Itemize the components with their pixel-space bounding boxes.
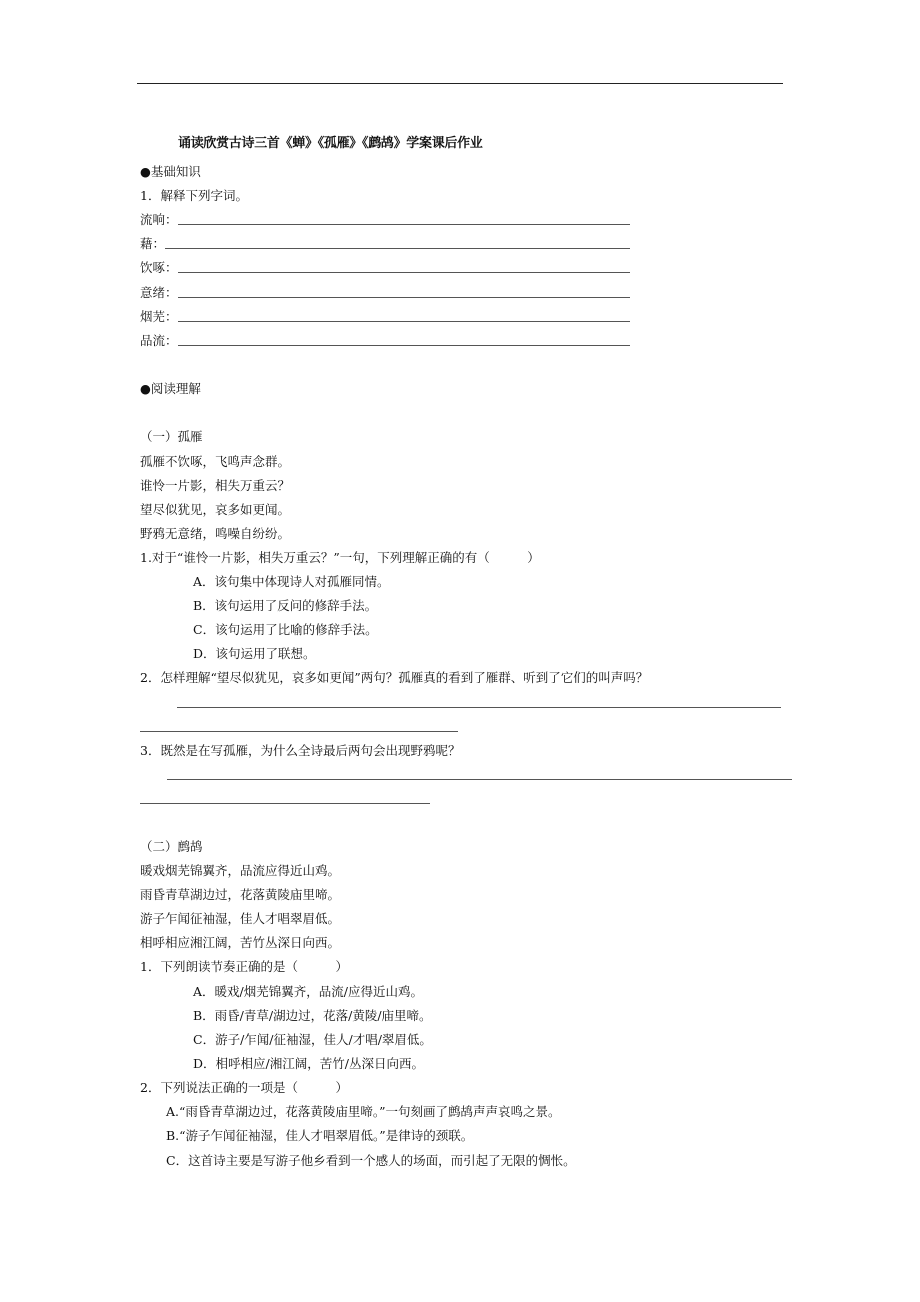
guyan-poem-line: 望尽似犹见，哀多如更闻。: [140, 502, 291, 517]
zhegu-q1-option-d[interactable]: D．相呼相应/湘江阔，苦竹/丛深日向西。: [193, 1056, 424, 1071]
answer-blank[interactable]: [178, 320, 630, 322]
header-rule: [137, 83, 783, 84]
answer-line[interactable]: [177, 707, 781, 708]
guyan-question-1: 1.对于“谁怜一片影，相失万重云？”一句，下列理解正确的有（ ）: [140, 550, 540, 565]
zhegu-q1-option-a[interactable]: A．暖戏/烟芜锦翼齐，品流/应得近山鸡。: [193, 984, 423, 999]
word-row-liuxiang[interactable]: [140, 212, 630, 228]
zhegu-question-1: 1．下列朗读节奏正确的是（ ）: [140, 959, 348, 974]
zhegu-q2-option-a[interactable]: A.“雨昏青草湖边过，花落黄陵庙里啼。”一句刻画了鹧鸪声声哀鸣之景。: [166, 1104, 561, 1119]
word-row-pinliu[interactable]: [140, 333, 630, 349]
answer-blank[interactable]: [178, 296, 630, 298]
guyan-question-2: 2．怎样理解“望尽似犹见，哀多如更闻”两句？孤雁真的看到了雁群、听到了它们的叫声吗？: [140, 670, 649, 685]
answer-line[interactable]: [167, 779, 792, 780]
word-label: 烟芜：: [140, 309, 178, 324]
zhegu-q2-option-c[interactable]: C．这首诗主要是写游子他乡看到一个感人的场面，而引起了无限的惆怅。: [166, 1153, 576, 1168]
word-row-jie[interactable]: [140, 236, 630, 252]
answer-blank[interactable]: [178, 344, 630, 346]
answer-blank[interactable]: [178, 271, 630, 273]
word-row-yinzhuo[interactable]: [140, 260, 630, 276]
zhegu-q1-option-b[interactable]: B．雨昏/青草/湖边过，花落/黄陵/庙里啼。: [193, 1008, 432, 1023]
word-label: 饮啄：: [140, 260, 178, 275]
word-row-yixu[interactable]: [140, 285, 630, 301]
guyan-q1-option-d[interactable]: D．该句运用了联想。: [193, 646, 316, 661]
guyan-heading: （一）孤雁: [140, 429, 203, 444]
guyan-question-3: 3．既然是在写孤雁，为什么全诗最后两句会出现野鸦呢？: [140, 743, 461, 758]
document-title: 诵读欣赏古诗三首《蝉》《孤雁》《鹧鸪》学案课后作业: [178, 136, 483, 151]
zhegu-poem-line: 游子乍闻征袖湿，佳人才唱翠眉低。: [140, 911, 341, 926]
zhegu-question-2: 2．下列说法正确的一项是（ ）: [140, 1080, 348, 1095]
basics-question-1: 1．解释下列字词。: [140, 188, 248, 203]
zhegu-q2-option-b[interactable]: B.“游子乍闻征袖湿，佳人才唱翠眉低。”是律诗的颈联。: [166, 1128, 474, 1143]
guyan-q1-option-c[interactable]: C．该句运用了比喻的修辞手法。: [193, 622, 378, 637]
answer-line[interactable]: [140, 731, 458, 732]
guyan-poem-line: 孤雁不饮啄，飞鸣声念群。: [140, 454, 291, 469]
word-label: 意绪：: [140, 285, 178, 300]
basics-heading: ●基础知识: [140, 164, 201, 179]
answer-blank[interactable]: [178, 223, 630, 225]
guyan-poem-line: 谁怜一片影，相失万重云？: [140, 478, 291, 493]
zhegu-heading: （二）鹧鸪: [140, 839, 203, 854]
guyan-q1-option-a[interactable]: A．该句集中体现诗人对孤雁同情。: [193, 574, 390, 589]
answer-blank[interactable]: [165, 247, 630, 249]
word-label: 藉：: [140, 236, 166, 251]
zhegu-poem-line: 暖戏烟芜锦翼齐，品流应得近山鸡。: [140, 863, 341, 878]
zhegu-poem-line: 雨昏青草湖边过，花落黄陵庙里啼。: [140, 887, 341, 902]
answer-line[interactable]: [140, 803, 430, 804]
word-label: 品流：: [140, 333, 178, 348]
reading-heading: ●阅读理解: [140, 381, 201, 396]
zhegu-q1-option-c[interactable]: C．游子/乍闻/征袖湿，佳人/才唱/翠眉低。: [193, 1032, 432, 1047]
guyan-q1-option-b[interactable]: B．该句运用了反问的修辞手法。: [193, 598, 378, 613]
zhegu-poem-line: 相呼相应湘江阔，苦竹丛深日向西。: [140, 935, 341, 950]
guyan-poem-line: 野鸦无意绪，鸣噪自纷纷。: [140, 526, 291, 541]
word-label: 流响：: [140, 212, 178, 227]
word-row-yanwu[interactable]: [140, 309, 630, 325]
